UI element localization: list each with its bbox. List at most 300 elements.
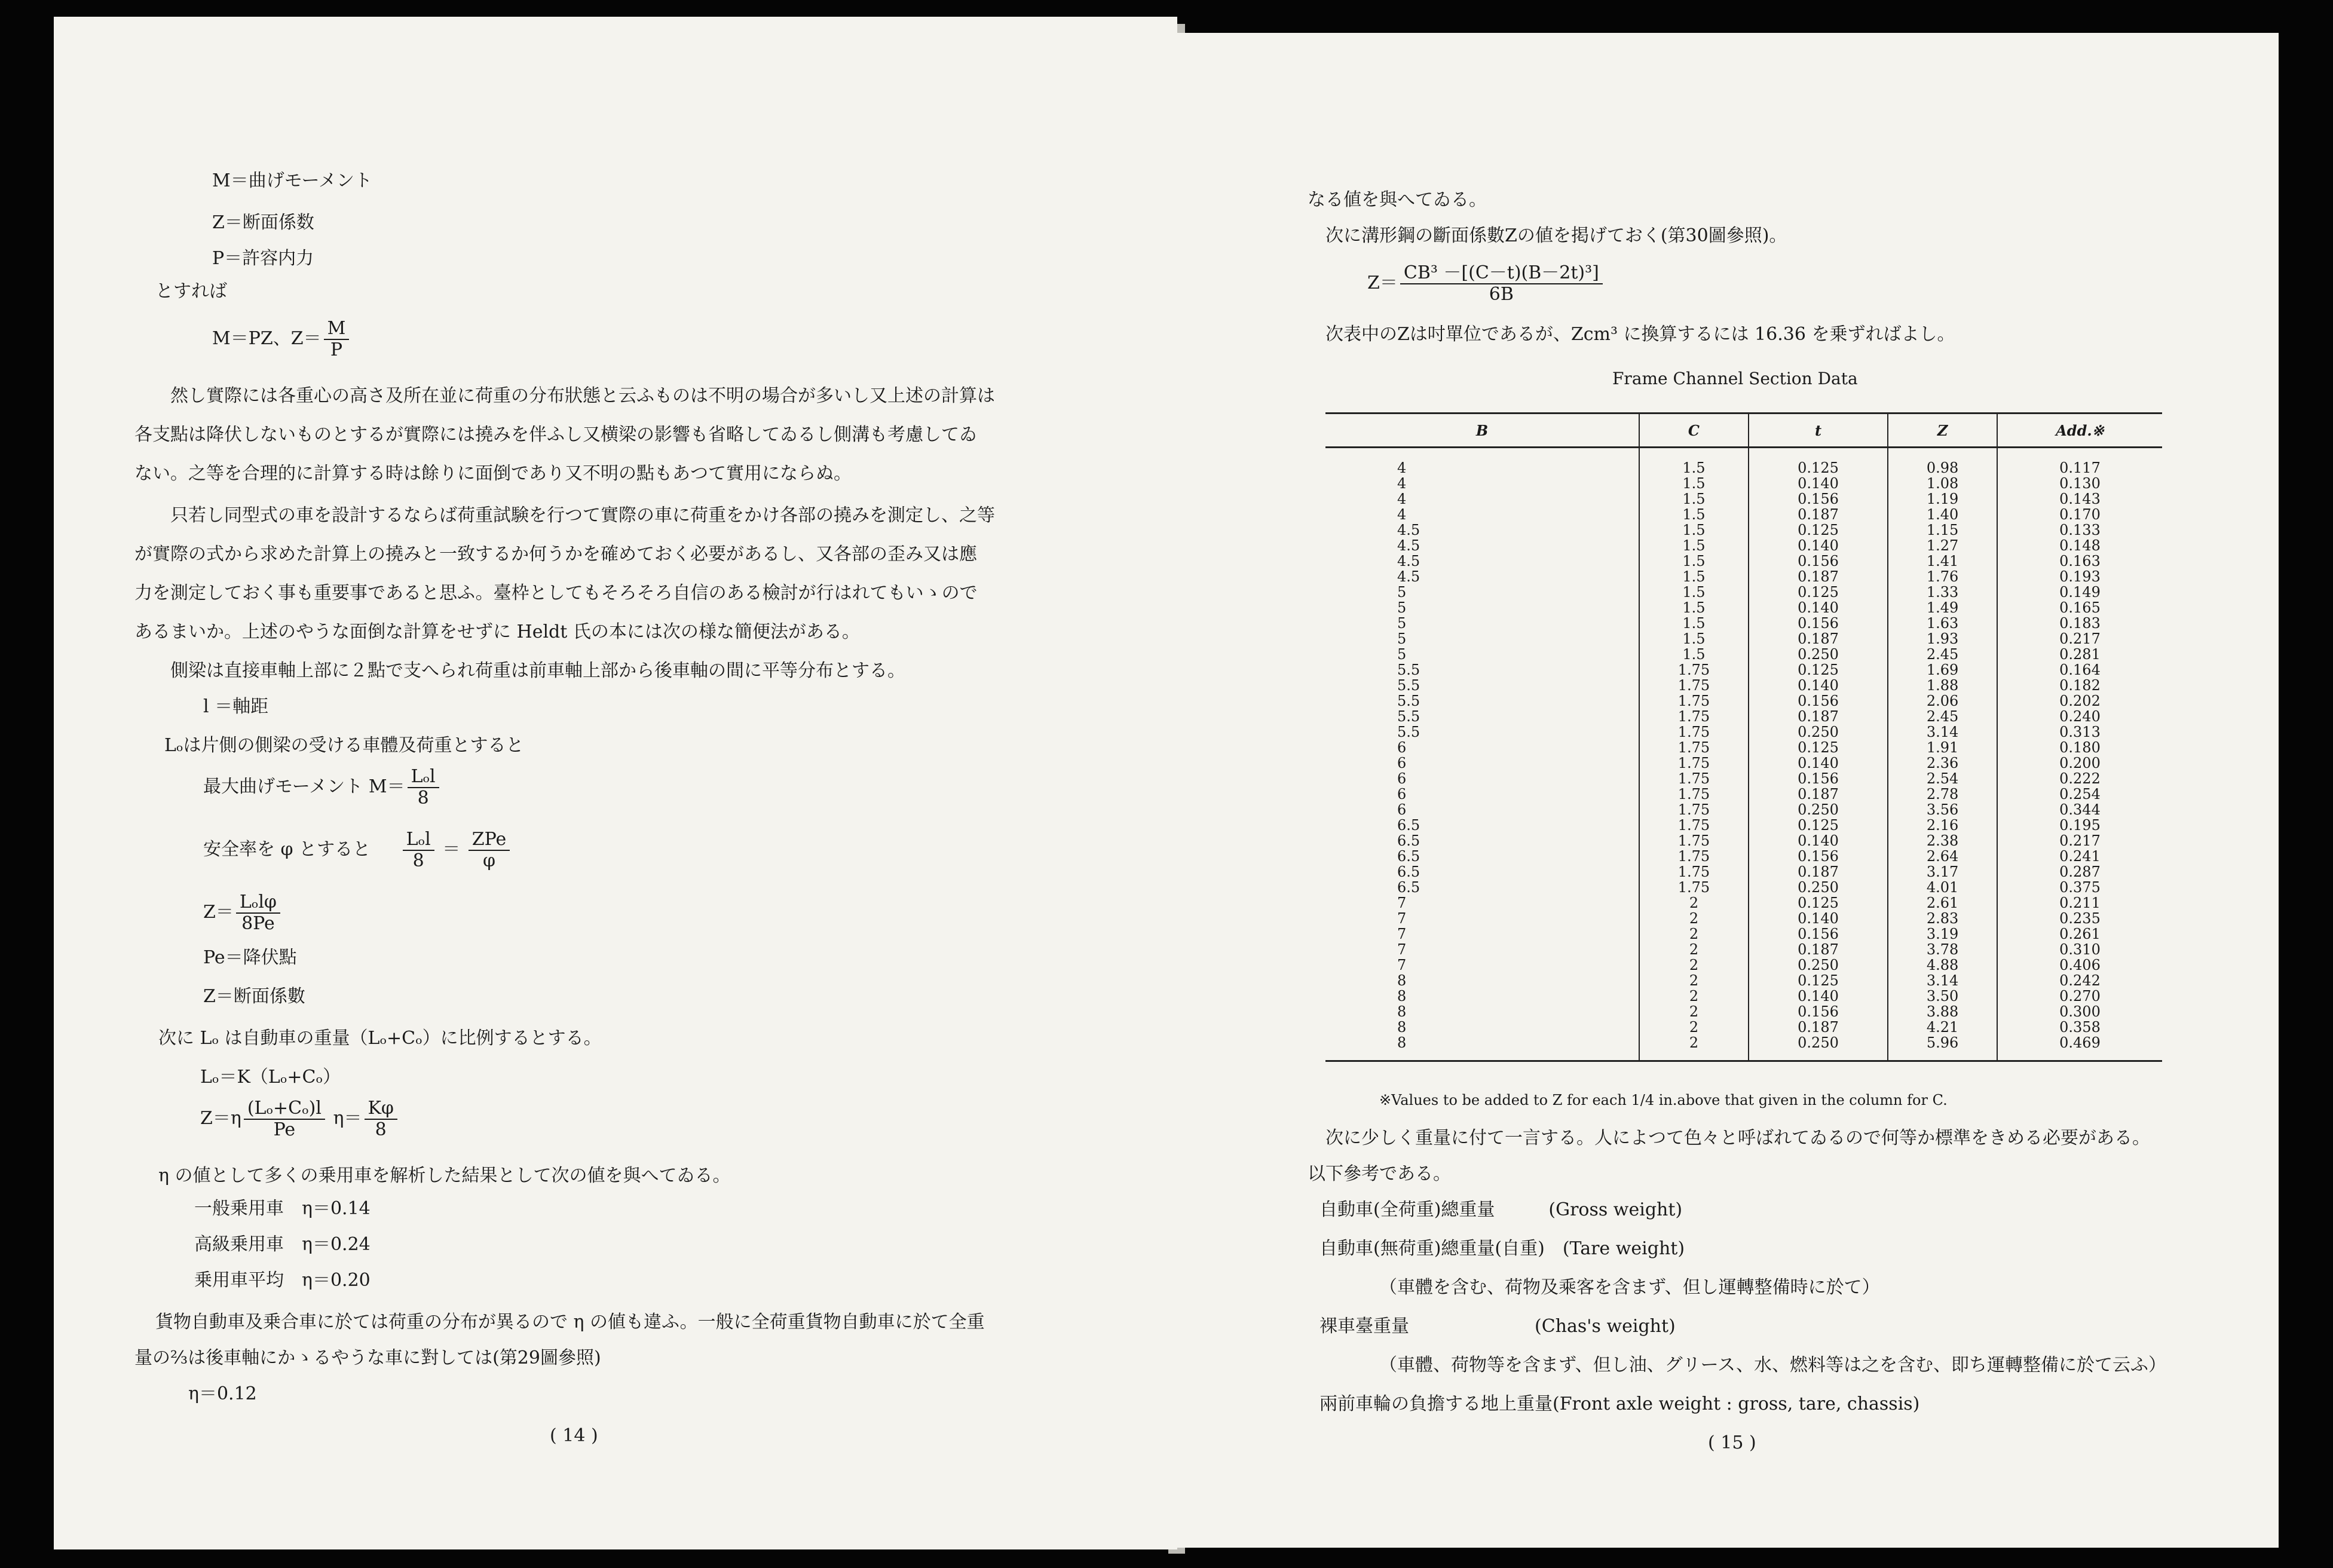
table-cell: 0.250 (1749, 802, 1888, 817)
table-cell: 1.15 (1888, 522, 1997, 538)
table-cell: 0.156 (1749, 1004, 1888, 1019)
fraction (1400, 263, 1603, 305)
table-cell: 2.61 (1888, 895, 1997, 911)
table-cell: 1.91 (1888, 740, 1997, 755)
table-cell: 6 (1397, 786, 1407, 803)
text-line: 高級乗用車 η＝0.24 (194, 1234, 371, 1255)
table-cell: 0.250 (1749, 724, 1888, 740)
equation-text: M＝PZ、Z＝ (212, 328, 322, 349)
equation-text: Z＝ (203, 902, 234, 923)
right-page (1176, 33, 2279, 1548)
text-line: Z＝断面係數 (203, 986, 305, 1007)
table-cell: 0.156 (1749, 553, 1888, 569)
text-line: 力を測定しておく事も重要事であると思ふ。臺枠としてもそろそろ自信のある檢討が行はれてもいゝので (134, 583, 978, 604)
table-cell: 0.187 (1749, 631, 1888, 647)
table-cell: 1.75 (1639, 864, 1749, 880)
table-row (1325, 553, 2162, 569)
text-line: 然し實際には各重心の高さ及所在並に荷重の分布狀態と云ふものは不明の場合が多いし又上述の計算は (170, 385, 995, 406)
table-cell: 0.254 (1997, 786, 2162, 802)
table-cell: 1.5 (1639, 615, 1749, 631)
table-cell: 8 (1397, 1003, 1407, 1020)
table-cell: 3.14 (1888, 973, 1997, 988)
col-header-t: t (1749, 414, 1888, 448)
fraction-den: 8 (417, 788, 429, 808)
left-page (54, 17, 1177, 1549)
table-cell: 2 (1639, 1035, 1749, 1061)
table-cell: 4.5 (1397, 537, 1420, 554)
text-line: η の値として多くの乗用車を解析した結果として次の値を與へてゐる。 (158, 1165, 731, 1186)
table-row (1325, 1004, 2162, 1019)
table-row (1325, 880, 2162, 895)
text-line: 乗用車平均 η＝0.20 (194, 1270, 371, 1291)
table-cell: 0.202 (1997, 693, 2162, 709)
table-cell: 0.182 (1997, 678, 2162, 693)
table-cell: 1.75 (1639, 817, 1749, 833)
fraction (365, 1098, 397, 1140)
table-cell: 1.75 (1639, 755, 1749, 771)
table-cell: 7 (1397, 957, 1407, 973)
table-cell: 1.5 (1639, 491, 1749, 507)
table-cell: 5 (1397, 584, 1407, 601)
table-cell: 1.75 (1639, 740, 1749, 755)
text-line: （車體、荷物等を含まず、但し油、グリース、水、燃料等は之を含む、即ち運轉整備に於て云ふ） (1379, 1355, 2166, 1376)
table-cell: 0.140 (1749, 476, 1888, 491)
table-cell: 0.195 (1997, 817, 2162, 833)
fraction (469, 829, 510, 871)
text-line: l ＝軸距 (203, 696, 269, 717)
fraction-den: 8Pe (241, 913, 275, 934)
table-cell: 2.78 (1888, 786, 1997, 802)
table-row (1325, 615, 2162, 631)
table-cell: 0.469 (1997, 1035, 2162, 1061)
table-cell: 5.5 (1397, 662, 1420, 678)
table-cell: 1.69 (1888, 662, 1997, 678)
table-cell: 1.27 (1888, 538, 1997, 553)
fraction-num: M (324, 318, 350, 340)
equation (212, 318, 351, 360)
table-cell: 2.36 (1888, 755, 1997, 771)
table-cell: 2.45 (1888, 647, 1997, 662)
text-line: 次に Lₒ は自動車の重量（Lₒ+Cₒ）に比例するとする。 (158, 1028, 602, 1049)
equation-text: η＝ (333, 1108, 362, 1129)
table-cell: 1.08 (1888, 476, 1997, 491)
table-cell: 0.281 (1997, 647, 2162, 662)
table-cell: 0.193 (1997, 569, 2162, 584)
table-cell: 0.130 (1997, 476, 2162, 491)
table-cell: 0.156 (1749, 615, 1888, 631)
table-cell: 2 (1639, 942, 1749, 957)
text-line: あるまいか。上述のやうな面倒な計算をせずに Heldt 氏の本には次の様な簡便法がある。 (134, 621, 860, 642)
table-cell: 0.240 (1997, 709, 2162, 724)
table-row (1325, 926, 2162, 942)
table-cell: 0.261 (1997, 926, 2162, 942)
table-cell: 1.75 (1639, 693, 1749, 709)
table-cell: 0.211 (1997, 895, 2162, 911)
col-header-b: B (1325, 414, 1639, 448)
fraction-den: P (330, 339, 343, 360)
table-cell: 2.16 (1888, 817, 1997, 833)
table-cell: 0.270 (1997, 988, 2162, 1004)
table-row (1325, 724, 2162, 740)
table-row (1325, 522, 2162, 538)
fraction-num: ZPe (469, 829, 510, 851)
text-line: 以下參考である。 (1308, 1163, 1451, 1184)
fraction-num: Lₒlφ (236, 892, 280, 914)
table-cell: 0.242 (1997, 973, 2162, 988)
table-cell: 0.313 (1997, 724, 2162, 740)
text-line: 量の⅔は後車軸にかゝるやうな車に對しては(第29圖參照) (134, 1348, 601, 1368)
table-cell: 0.180 (1997, 740, 2162, 755)
table-cell: 2 (1639, 1004, 1749, 1019)
text-line: η＝0.12 (188, 1383, 257, 1404)
table-header-row (1325, 414, 2162, 448)
table-cell: 5.5 (1397, 677, 1420, 694)
table-cell: 6.5 (1397, 832, 1420, 849)
table-cell: 3.14 (1888, 724, 1997, 740)
table-cell: 0.187 (1749, 864, 1888, 880)
table-row (1325, 600, 2162, 615)
table-cell: 1.88 (1888, 678, 1997, 693)
text-line: 自動車(無荷重)總重量(自重) (Tare weight) (1319, 1238, 1685, 1259)
table-cell: 1.5 (1639, 600, 1749, 615)
table-cell: 5 (1397, 615, 1407, 632)
table-cell: 3.19 (1888, 926, 1997, 942)
table-cell: 1.49 (1888, 600, 1997, 615)
table-row (1325, 507, 2162, 522)
equation (200, 1098, 400, 1140)
table-cell: 0.183 (1997, 615, 2162, 631)
table-cell: 0.165 (1997, 600, 2162, 615)
table-cell: 1.19 (1888, 491, 1997, 507)
table-cell: 0.222 (1997, 771, 2162, 786)
table-cell: 0.250 (1749, 1035, 1888, 1061)
table-cell: 2 (1639, 988, 1749, 1004)
table-cell: 0.250 (1749, 647, 1888, 662)
fraction-den: Pe (273, 1119, 296, 1140)
table-row (1325, 647, 2162, 662)
fraction (236, 892, 280, 934)
table-cell: 5.5 (1397, 724, 1420, 740)
table-cell: 2.64 (1888, 849, 1997, 864)
table-cell: 5.5 (1397, 708, 1420, 725)
table-row (1325, 957, 2162, 973)
table-cell: 0.125 (1749, 895, 1888, 911)
table-row (1325, 802, 2162, 817)
fraction-num: Lₒl (408, 767, 439, 788)
table-footnote: ※Values to be added to Z for each 1/4 in.above that given in the column for C. (1379, 1092, 1948, 1108)
table-row (1325, 771, 2162, 786)
table-cell: 1.75 (1639, 849, 1749, 864)
table-cell: 1.76 (1888, 569, 1997, 584)
table-cell: 0.140 (1749, 538, 1888, 553)
table-cell: 0.125 (1749, 817, 1888, 833)
table-cell: 0.133 (1997, 522, 2162, 538)
fraction-num: Lₒl (403, 829, 434, 851)
table-cell: 0.187 (1749, 942, 1888, 957)
text-line: 兩前車輪の負擔する地上重量(Front axle weight : gross, tare, chassis) (1319, 1394, 1920, 1414)
table-row (1325, 864, 2162, 880)
table-row (1325, 662, 2162, 678)
fraction-num: Kφ (365, 1098, 397, 1120)
table-row (1325, 849, 2162, 864)
text-line: が實際の式から求めた計算上の撓みと一致するか何うかを確めておく必要があるし、又各部の歪み又は應 (134, 544, 977, 565)
text-line: Z＝断面係数 (212, 212, 314, 233)
table-row (1325, 895, 2162, 911)
table-cell: 0.140 (1749, 833, 1888, 849)
text-line: ない。之等を合理的に計算する時は餘りに面倒であり又不明の點もあつて實用にならぬ。 (134, 463, 852, 484)
table-cell: 0.187 (1749, 786, 1888, 802)
table-title: Frame Channel Section Data (1612, 369, 1858, 388)
table-cell: 0.140 (1749, 988, 1888, 1004)
text-line: Lₒは片側の側梁の受ける車體及荷重とすると (164, 735, 524, 756)
table-cell: 1.75 (1639, 802, 1749, 817)
table-cell: 0.98 (1888, 448, 1997, 476)
table-cell: 6.5 (1397, 848, 1420, 865)
table-cell: 4 (1397, 491, 1407, 507)
table-cell: 0.344 (1997, 802, 2162, 817)
text-line: M＝曲げモーメント (212, 170, 373, 191)
table-cell: 6.5 (1397, 879, 1420, 896)
col-header-add: Add.※ (1997, 414, 2162, 448)
table-cell: 2 (1639, 911, 1749, 926)
table-cell: 0.125 (1749, 448, 1888, 476)
table-row (1325, 740, 2162, 755)
table-cell: 0.287 (1997, 864, 2162, 880)
table-cell: 1.93 (1888, 631, 1997, 647)
table-cell: 2 (1639, 957, 1749, 973)
fraction (408, 767, 439, 808)
equation (203, 892, 283, 934)
table-cell: 5 (1397, 599, 1407, 616)
table-cell: 0.140 (1749, 755, 1888, 771)
table-cell: 0.217 (1997, 631, 2162, 647)
table-cell: 2.54 (1888, 771, 1997, 786)
table-cell: 1.75 (1639, 786, 1749, 802)
text-line: 次に溝形鋼の斷面係數Zの値を掲げておく(第30圖參照)。 (1325, 225, 1787, 246)
table-row (1325, 833, 2162, 849)
table-cell: 0.310 (1997, 942, 2162, 957)
table-cell: 4.88 (1888, 957, 1997, 973)
table-cell: 3.88 (1888, 1004, 1997, 1019)
table-cell: 0.125 (1749, 973, 1888, 988)
fraction (244, 1098, 325, 1140)
table-cell: 0.200 (1997, 755, 2162, 771)
table-cell: 2 (1639, 1019, 1749, 1035)
table-row (1325, 1019, 2162, 1035)
text-line: 側梁は直接車軸上部に２點で支へられ荷重は前車軸上部から後車軸の間に平等分布とする。 (170, 660, 905, 681)
table-cell: 0.241 (1997, 849, 2162, 864)
table-cell: 1.5 (1639, 538, 1749, 553)
table-cell: 8 (1397, 1019, 1407, 1036)
table-cell: 8 (1325, 1035, 1639, 1061)
table-cell: 7 (1397, 941, 1407, 958)
table-cell: 0.187 (1749, 569, 1888, 584)
table-row (1325, 817, 2162, 833)
col-header-z: Z (1888, 414, 1997, 448)
table-row (1325, 491, 2162, 507)
table-cell: 4.01 (1888, 880, 1997, 895)
table-cell: 1.75 (1639, 678, 1749, 693)
table-cell: 5.96 (1888, 1035, 1997, 1061)
page-number: ( 15 ) (1708, 1432, 1756, 1453)
table-row (1325, 448, 2162, 476)
table-cell: 3.78 (1888, 942, 1997, 957)
text-line: Lₒ＝K（Lₒ+Cₒ） (200, 1067, 341, 1088)
table-cell: 2.38 (1888, 833, 1997, 849)
table-cell: 0.358 (1997, 1019, 2162, 1035)
table-cell: 0.149 (1997, 584, 2162, 600)
table-cell: 1.75 (1639, 833, 1749, 849)
table-cell: 1.5 (1639, 584, 1749, 600)
table-cell: 0.250 (1749, 957, 1888, 973)
fraction (403, 829, 434, 871)
equation (1367, 263, 1605, 305)
text-line: とすれば (155, 281, 227, 302)
table-row (1325, 988, 2162, 1004)
equation-text: 安全率を φ とすると (203, 839, 371, 860)
table-cell: 0.187 (1749, 1019, 1888, 1035)
table-cell: 0.125 (1749, 584, 1888, 600)
col-header-c: C (1639, 414, 1749, 448)
table-cell: 4.21 (1888, 1019, 1997, 1035)
table-row (1325, 755, 2162, 771)
table-cell: 0.117 (1997, 448, 2162, 476)
table-cell: 7 (1397, 895, 1407, 911)
equation-text: M＝ (368, 776, 405, 797)
table-cell: 6 (1397, 739, 1407, 756)
fraction-den: φ (482, 850, 495, 871)
table-cell: 1.40 (1888, 507, 1997, 522)
table-cell: 0.375 (1997, 880, 2162, 895)
table-cell: 3.17 (1888, 864, 1997, 880)
table-cell: 1.75 (1639, 662, 1749, 678)
table-cell: 4.5 (1397, 553, 1420, 569)
fraction-den: 8 (412, 850, 424, 871)
table-cell: 3.50 (1888, 988, 1997, 1004)
table-cell: 0.156 (1749, 926, 1888, 942)
table-cell: 1.63 (1888, 615, 1997, 631)
table-cell: 2.83 (1888, 911, 1997, 926)
table-cell: 2.45 (1888, 709, 1997, 724)
table-cell: 6.5 (1397, 863, 1420, 880)
table-cell: 2 (1639, 973, 1749, 988)
table-cell: 1.75 (1639, 709, 1749, 724)
table-cell: 0.164 (1997, 662, 2162, 678)
table-cell: 7 (1397, 926, 1407, 942)
text-line: （車體を含む、荷物及乘客を含まず、但し運轉整備時に於て） (1379, 1277, 1880, 1298)
table-cell: 6.5 (1397, 817, 1420, 834)
table-cell: 1.5 (1639, 476, 1749, 491)
fraction-den: 8 (375, 1119, 387, 1140)
table-cell: 0.250 (1749, 880, 1888, 895)
table-body (1325, 448, 2162, 1061)
table-cell: 3.56 (1888, 802, 1997, 817)
table-row (1325, 538, 2162, 553)
table-cell: 0.235 (1997, 911, 2162, 926)
table-cell: 4.5 (1397, 568, 1420, 585)
section-data-table (1325, 412, 2162, 1062)
table-row (1325, 476, 2162, 491)
table-cell: 1.5 (1639, 569, 1749, 584)
table-cell: 2 (1639, 926, 1749, 942)
table-cell: 0.156 (1749, 693, 1888, 709)
table-cell: 0.148 (1997, 538, 2162, 553)
table-cell: 5 (1397, 630, 1407, 647)
text-line: 各支點は降伏しないものとするが實際には撓みを伴ふし又横梁の影響も省略してゐるし側溝も考慮してゐ (134, 424, 977, 445)
table-cell: 0.140 (1749, 678, 1888, 693)
fraction-den: 6B (1489, 284, 1514, 305)
table-cell: 1.5 (1639, 507, 1749, 522)
table-cell: 1.75 (1639, 771, 1749, 786)
table-cell: 0.187 (1749, 709, 1888, 724)
fraction-num: (Lₒ+Cₒ)l (244, 1098, 325, 1120)
text-line: 自動車(全荷重)總重量 (Gross weight) (1319, 1199, 1683, 1220)
text-line: P＝許容内力 (212, 248, 314, 269)
table-row (1325, 584, 2162, 600)
table-cell: 0.170 (1997, 507, 2162, 522)
text-line: 貨物自動車及乗合車に於ては荷重の分布が異るので η の値も違ふ。一般に全荷重貨物自動車に於て全重 (155, 1312, 985, 1333)
table-cell: 4.5 (1397, 522, 1420, 538)
text-line: Pe＝降伏點 (203, 947, 297, 968)
table-cell: 8 (1397, 972, 1407, 989)
table-cell: 0.156 (1749, 491, 1888, 507)
table-cell: 8 (1397, 988, 1407, 1004)
table-cell: 6 (1397, 801, 1407, 818)
table-cell: 1.75 (1639, 880, 1749, 895)
table-cell: 1.5 (1639, 647, 1749, 662)
text-line: 一般乗用車 η＝0.14 (194, 1198, 371, 1219)
table-cell: 1.33 (1888, 584, 1997, 600)
table-cell: 0.406 (1997, 957, 2162, 973)
table-cell: 1.75 (1639, 724, 1749, 740)
equation-text: 最大曲げモーメント (203, 776, 363, 797)
table-cell: 2 (1639, 895, 1749, 911)
text-line: 只若し同型式の車を設計するならば荷重試験を行つて實際の車に荷重をかけ各部の撓みを測定し、之等 (170, 505, 995, 526)
table-cell: 1.5 (1639, 522, 1749, 538)
table-cell: 7 (1397, 910, 1407, 927)
table-row (1325, 911, 2162, 926)
table-row (1325, 786, 2162, 802)
fraction (324, 318, 350, 360)
table-cell: 2.06 (1888, 693, 1997, 709)
table-cell: 0.140 (1749, 911, 1888, 926)
table-cell: 4 (1397, 506, 1407, 523)
table-cell: 0.156 (1749, 771, 1888, 786)
text-line: 裸車臺重量 (Chas's weight) (1319, 1316, 1676, 1337)
table-cell: 1.5 (1639, 631, 1749, 647)
table-cell: 5.5 (1397, 693, 1420, 709)
table-cell: 5 (1397, 646, 1407, 663)
table-cell: 1.5 (1639, 448, 1749, 476)
table-cell: 0.143 (1997, 491, 2162, 507)
table-row (1325, 709, 2162, 724)
table-cell: 0.125 (1749, 662, 1888, 678)
table-cell: 0.300 (1997, 1004, 2162, 1019)
equation: 安全率を φ とすると $\frac{\text{Lₒl}}{8}$ ＝ $\frac{\text{ZPe}}{\varphi}$ (203, 829, 512, 871)
table-cell: 6 (1397, 755, 1407, 771)
table-row (1325, 1035, 2162, 1061)
table-cell: 4 (1397, 460, 1407, 476)
equation-text: Z＝η (200, 1108, 241, 1129)
text-line: 次表中のZは吋單位であるが、Zcm³ に換算するには 16.36 を乗ずればよし。 (1325, 324, 1955, 345)
fraction-num: CB³ －[(C－t)(B－2t)³] (1400, 263, 1603, 284)
table-row (1325, 569, 2162, 584)
table-row (1325, 678, 2162, 693)
table-cell: 4 (1397, 475, 1407, 492)
text-line: 次に少しく重量に付て一言する。人によつて色々と呼ばれてゐるので何等か標準をきめる必要がある。 (1325, 1128, 2150, 1149)
table-cell: 0.125 (1749, 740, 1888, 755)
table-cell: 0.187 (1749, 507, 1888, 522)
